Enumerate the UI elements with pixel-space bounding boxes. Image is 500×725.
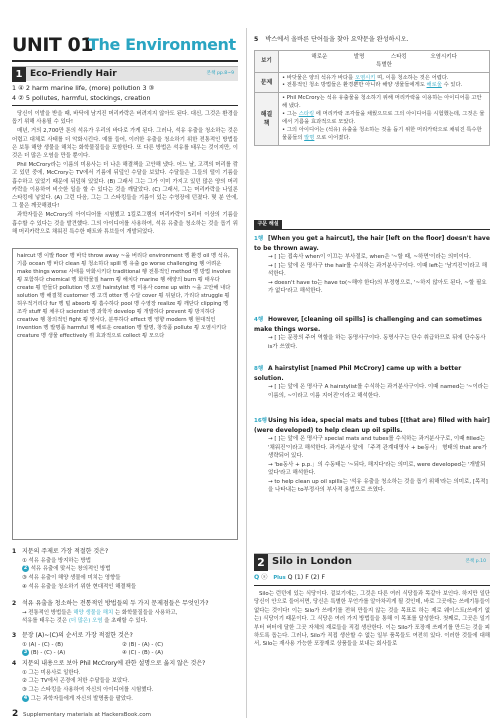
word-option: 스타킹 [390, 54, 407, 60]
summary-text: • 그의 아이디어는 (석유) 유출을 청소하는 것을 돕기 위한 머리카락으로 채워진 특수한 물품들의 [282, 127, 482, 142]
word-option: 오염시키다 [430, 54, 457, 60]
grammar-item [254, 234, 490, 296]
section-title: Eco-Friendly Hair [30, 69, 117, 79]
question-1 [12, 548, 238, 591]
column-divider [246, 28, 247, 718]
option[interactable]: ③ 그는 스타킹을 사용하여 자신의 아이디어를 시험했다. [22, 686, 154, 693]
answer-line [12, 609, 238, 618]
unit-header [12, 28, 238, 62]
answer-text: → 전통적인 방법들은 [22, 609, 72, 616]
page-reference: 본책 p.10 [465, 559, 486, 564]
answer-plus: Plus [273, 575, 286, 581]
line-ref: 8행 [254, 366, 264, 372]
unit-label: UNIT 01 [12, 34, 93, 56]
section-number: 1 [12, 67, 26, 82]
grammar-note: → [ ]는 접속사 when이 이끄는 부사절로, when은 '~할 때, ~하면'이라는 의미이다. [268, 254, 471, 261]
grammar-note: → [ ]는 앞에 온 명사구 special mats and tubes를 수식하는 과거분사구로, 이때 filled는 '채워진'이라고 해석한다. 과거분사 앞에 「주격 관계대명사 + be동사」 형태의 that are가 생략되어 있다. [268, 436, 487, 460]
divider [254, 229, 490, 230]
summary-line [282, 82, 486, 90]
option[interactable]: ② 그는 TV에서 곤경에 처한 수달들을 보았다. [22, 678, 130, 685]
summary-text: 에 머리카락 조각들을 채웠으므로 그의 아이디어를 시험했는데, 그것은 물에서 기름을 효과적으로 모았다. [282, 111, 485, 126]
question-number: 3 [12, 632, 17, 639]
answer-blank: (더 많은) 오염 [68, 618, 103, 625]
grammar-note: → [ ]는 앞에 온 명사구 the hair를 수식하는 과거분사구이다. 이때 left는 '남겨진'이라고 해석한다. [268, 262, 488, 278]
grammar-note: → to help clean up oil spills는 '석유 유출을 청소하는 것을 돕기 위해'라는 의미로, [목적]을 나타내는 to부정사의 부사적 용법으로 쓰였다. [268, 478, 488, 494]
question-2 [12, 600, 238, 626]
question-number: 5 [254, 36, 259, 43]
summary-text: • 바닷물은 양의 석유가 바다를 [282, 74, 354, 81]
section-1-header [12, 66, 238, 81]
option[interactable]: ③ 석유 유출이 해양 생물에 미치는 영향들 [22, 574, 121, 581]
grammar-note: → [ ]는 문장의 주어 역할을 하는 동명사구이다. 동명사구는 단수 취급하므로 뒤에 단수동사 is가 쓰였다. [268, 335, 486, 350]
summary-text: 수 있다. [443, 82, 463, 89]
line-ref: 4행 [254, 317, 264, 323]
option[interactable]: ② (B) - (A) - (C) [122, 641, 164, 648]
option-selected[interactable]: 3 (B) - (C) - (A) [23, 649, 66, 657]
answer-q: Q [254, 574, 260, 581]
answer-text: 을 초래할 수 있다. [104, 618, 148, 625]
option[interactable]: ① (A) - (C) - (B) [22, 641, 64, 648]
translation-paragraph: 과학자들은 McCrory의 아이디어를 시험했고 1킬로그램의 머리카락이 5리터 이상의 기름을 흡수할 수 있다는 것을 발견했다. 그의 아이디어를 사용하여, 석유 유출을 청소하는 것을 돕기 위해 머리카락으로 채워진 특수한 매트와 튜브들이 개발되었다. [12, 212, 238, 235]
selected-answer-marker: 4 [23, 694, 28, 701]
page-number: 2 [12, 709, 19, 719]
problem-label: 문제 [255, 72, 279, 93]
answer-line [12, 617, 238, 626]
translation-paragraph: 매년, 거의 2,700만 톤의 석유가 우리의 바다로 가게 된다. 그러나, 석유 유출을 청소하는 것은 어렵고 대체로 사태를 더 악화시킨다. 예를 들어, 이러한 유출을 청소하기 위한 전통적인 방법들은 보통 해양 생물을 해치는 화학물질들을 포함한다. 또 다른 방법은 석유를 태우는 것이지만, 이것은 더 많은 오염을 만들 뿐이다. [12, 128, 238, 160]
answer-key-2 [254, 574, 490, 583]
option-selected[interactable]: 2 석유 유출에 맞서는 창의적인 방법 [23, 565, 111, 573]
grammar-note: → [ ]는 앞에 온 명사구 A hairstylist를 수식하는 과거분사구이다. 이때 named는 '~이라는 이름의, ~이라고 이름 지어진'이라고 해석한다. [268, 384, 489, 399]
question-3 [12, 632, 238, 658]
word-box-words [279, 51, 490, 73]
translation-text [12, 110, 238, 237]
word-box-row [255, 51, 490, 73]
summary-text: • 전통적인 청소 방법들은 환경뿐만 아니라 해양 생물들에게도 [282, 82, 425, 89]
example-sentence: Using his idea, special mats and tubes [(that are) filled with hair] (were developed) to help clean up oil spills. [254, 417, 490, 434]
summary-line [282, 111, 486, 127]
summary-text: 으로 이어졌다. [316, 135, 351, 142]
example-sentence: [When you get a haircut], the hair [left on the floor] doesn't have to be thrown away. [254, 235, 490, 252]
summary-table [254, 50, 490, 146]
grammar-note: → 'be동사 + p.p.」의 수동태는 '~되다, 해지다'라는 의미로, were developed는 '개발되었다'라고 해석한다. [268, 461, 486, 477]
grammar-item [254, 364, 490, 400]
example-sentence: However, [cleaning oil spills] is challenging and can sometimes make things worse. [254, 316, 482, 333]
summary-line: • Phil McCrory는 석유 유출물을 청소하기 위해 머리카락을 이용하는 아이디어를 고안해 냈다. [282, 95, 482, 110]
grammar-tag: 구문 해설 [254, 220, 282, 229]
section-title: Silo in London [272, 556, 352, 567]
summary-text: • 그는 [282, 111, 298, 118]
answer-text: 는 화학물질들을 사용하고, [114, 609, 178, 616]
question-4 [12, 660, 238, 703]
selected-answer-marker: 2 [23, 565, 28, 572]
footer-text: Supplementary materials at HackersBook.com [23, 712, 151, 718]
option[interactable]: ① 그는 미용사로 일한다. [22, 669, 81, 676]
option[interactable]: ① 석유 유출을 방지하는 방법 [22, 557, 91, 564]
word-option: 해로운 [311, 54, 328, 60]
summary-blank: 해로울 [426, 82, 442, 89]
summary-blank: 발명 [304, 135, 315, 142]
grammar-item [254, 315, 490, 351]
grammar-note: → doesn't have to는 have to(~해야 한다)의 부정형으로, '~하지 않아도 된다, ~할 필요가 없다'라고 해석한다. [268, 279, 487, 295]
option[interactable]: ④ (C) - (B) - (A) [122, 650, 164, 657]
section-2-header [254, 553, 490, 570]
summary-line [282, 127, 486, 143]
vocabulary-box [12, 248, 238, 540]
answer-q-value: ⓢ [261, 574, 268, 581]
translation-paragraph: Phil McCrory라는 이름의 미용사는 더 나은 해결책을 고안해 냈다. 어느 날, 고객의 머리를 깎고 있던 중에, McCrory는 TV에서 기름에 뒤덮인 수달을 보았다. 수달들은 그들의 털이 기름을 흡수하고 있었기 때문에 뒤덮혀 있었다. (B) 그래서 그는 그가 이미 가지고 있던 많은 양의 머리카락을 이용하여 비슷한 일을 할 수 있다는 것을 깨달았다. (C) 그래서, 그는 머리카락을 나일론 스타킹에 넣었다. (A) 그런 다음, 그는 그 스타킹들을 기름이 있는 수영장에 던졌다. 몇 분 안에, 그 물은 깨끗해졌다! [12, 162, 238, 210]
line-ref: 16행 [254, 418, 267, 424]
summary-blank: 오염시키 [354, 74, 376, 81]
solution-content [279, 93, 490, 146]
question-number: 1 [12, 548, 17, 555]
word-option: 발명 [353, 54, 365, 60]
vocabulary-list: haircut 몡 이발 floor 몡 바닥 throw away ~을 버리다 environment 몡 환경 oil 몡 석유, 기름 ocean 몡 바다 clean 툉 청소하다 spill 몡 유출 go worse challenging 혱 어려운 make things worse 사태를 악화시키다 traditional 혱 전통적인 method 몡 방법 involve 툉 포함하다 chemical 몡 화학물질 harm 툉 해치다 marine 혱 해양의 burn 툉 태우다 create 툉 만들다 pollution 몡 오염 hairstylist 몡 미용사 come up with ~을 고안해 내다 solution 몡 해결책 customer 몡 고객 otter 몡 수달 cover 툉 뒤덮다, 가리다 struggle 툉 허우적거리다 fur 몡 털 absorb 툉 흡수하다 pool 몡 수영장 realize 툉 깨닫다 clipping 몡 조각 stuff 툉 채우다 scientist 몡 과학자 develop 툉 개발하다 prevent 툉 방지하다 creative 혱 창의적인 fight 툉 맞서다, 분투하다 effect 몡 영향 modern 혱 현대적인 invention 몡 발명품 harmful 혱 해로운 creation 몡 발명, 창작품 pollute 툉 오염시키다 creature 몡 생물 effectively 뷔 효과적으로 collect 툉 모으다 [17, 253, 231, 340]
answer-blank: 해양 생물을 해치 [73, 609, 114, 616]
problem-content [279, 72, 490, 93]
word-box-label: 보기 [255, 51, 279, 73]
answer-line-2: 4 ② 5 pollutes, harmful, stockings, creation [12, 93, 151, 102]
translation-text-2: Silo는 런던에 있는 식당이다. 겉보기에는, 그것은 다른 여러 식당들과 똑같아 보인다. 하지만 일단 당신이 안으로 들어서면, 당신은 특별한 무언가를 알아차리게 될 것인데, 바로 그곳에는 쓰레기통들이 없다는 것이다! 이는 Silo가 쓰레기를 전혀 만들지 않는 것을 목표로 하는 제로 웨이스트(쓰레기 없는) 식당이기 때문이다. 그 식당은 여러 가지 방법들을 통해 이 목표를 달성한다. 첫째로, 그곳은 일기부터 버터에 달한 그곳 자체의 재료들을 직접 생산한다. 이는 Silo가 포장재 쓰레기를 만드는 것을 피하도록 돕는다. 그러나, Silo가 직접 생산할 수 없는 일부 품목들도 여전히 있다. 이러한 것들에 대해서, Silo는 재사용 가능한 포장재로 상품들을 보내는 회사들로 [254, 591, 490, 648]
option[interactable]: ④ 석유 유출을 청소하기 위한 현대적인 해결책들 [22, 583, 137, 590]
page-reference: 본책 pp.8~9 [206, 71, 234, 76]
solution-row [255, 93, 490, 146]
translation-paragraph: 당신이 이발을 받을 때, 바닥에 남겨진 머리카락은 버려지지 않아도 된다. 대신, 그것은 환경을 돕기 위해 사용될 수 있다! [12, 111, 238, 126]
example-sentence: A hairstylist [named Phil McCrory] came up with a better solution. [254, 365, 462, 382]
summary-text: 며, 이를 청소하는 것은 어렵다. [377, 74, 449, 81]
selected-answer-marker: 3 [23, 649, 28, 656]
question-text: 석유 유출을 청소하는 전통적인 방법들의 두 가지 문제점들은 무엇인가? [22, 600, 209, 607]
question-text: 문장 (A)~(C)의 순서로 가장 적절한 것은? [22, 632, 133, 639]
answer-text: 석유를 태우는 것은 [22, 618, 68, 625]
line-ref: 1행 [254, 236, 264, 242]
unit-title: The Environment [88, 35, 236, 54]
question-text: 박스에서 올바른 단어들을 찾아 요약문을 완성하시오. [265, 36, 409, 43]
question-5 [254, 36, 490, 45]
word-option: 특별한 [376, 62, 392, 69]
problem-row [255, 72, 490, 93]
answer-rest: Q (1) F (2) F [287, 574, 326, 581]
question-number: 4 [12, 660, 17, 667]
option-row [12, 649, 238, 658]
solution-label: 해결책 [255, 93, 279, 146]
answer-key [12, 84, 238, 103]
option-selected[interactable]: 4 그는 과학자들에게 자신의 발명품을 팔았다. [23, 694, 134, 702]
grammar-item [254, 416, 490, 495]
question-text: 지문의 내용으로 보아 Phil McCrory에 관한 설명으로 옳지 않은 것은? [22, 660, 206, 667]
divider [12, 105, 238, 106]
option-row [12, 641, 238, 650]
answer-line-1: 1 ④ 2 harm marine life, (more) pollution 3 ③ [12, 84, 155, 92]
section-number: 2 [254, 554, 268, 571]
divider [254, 585, 490, 586]
question-text: 지문의 주제로 가장 적절한 것은? [22, 548, 109, 555]
summary-blank: 스타킹 [298, 111, 315, 118]
page-footer [12, 708, 151, 721]
question-number: 2 [12, 600, 17, 607]
